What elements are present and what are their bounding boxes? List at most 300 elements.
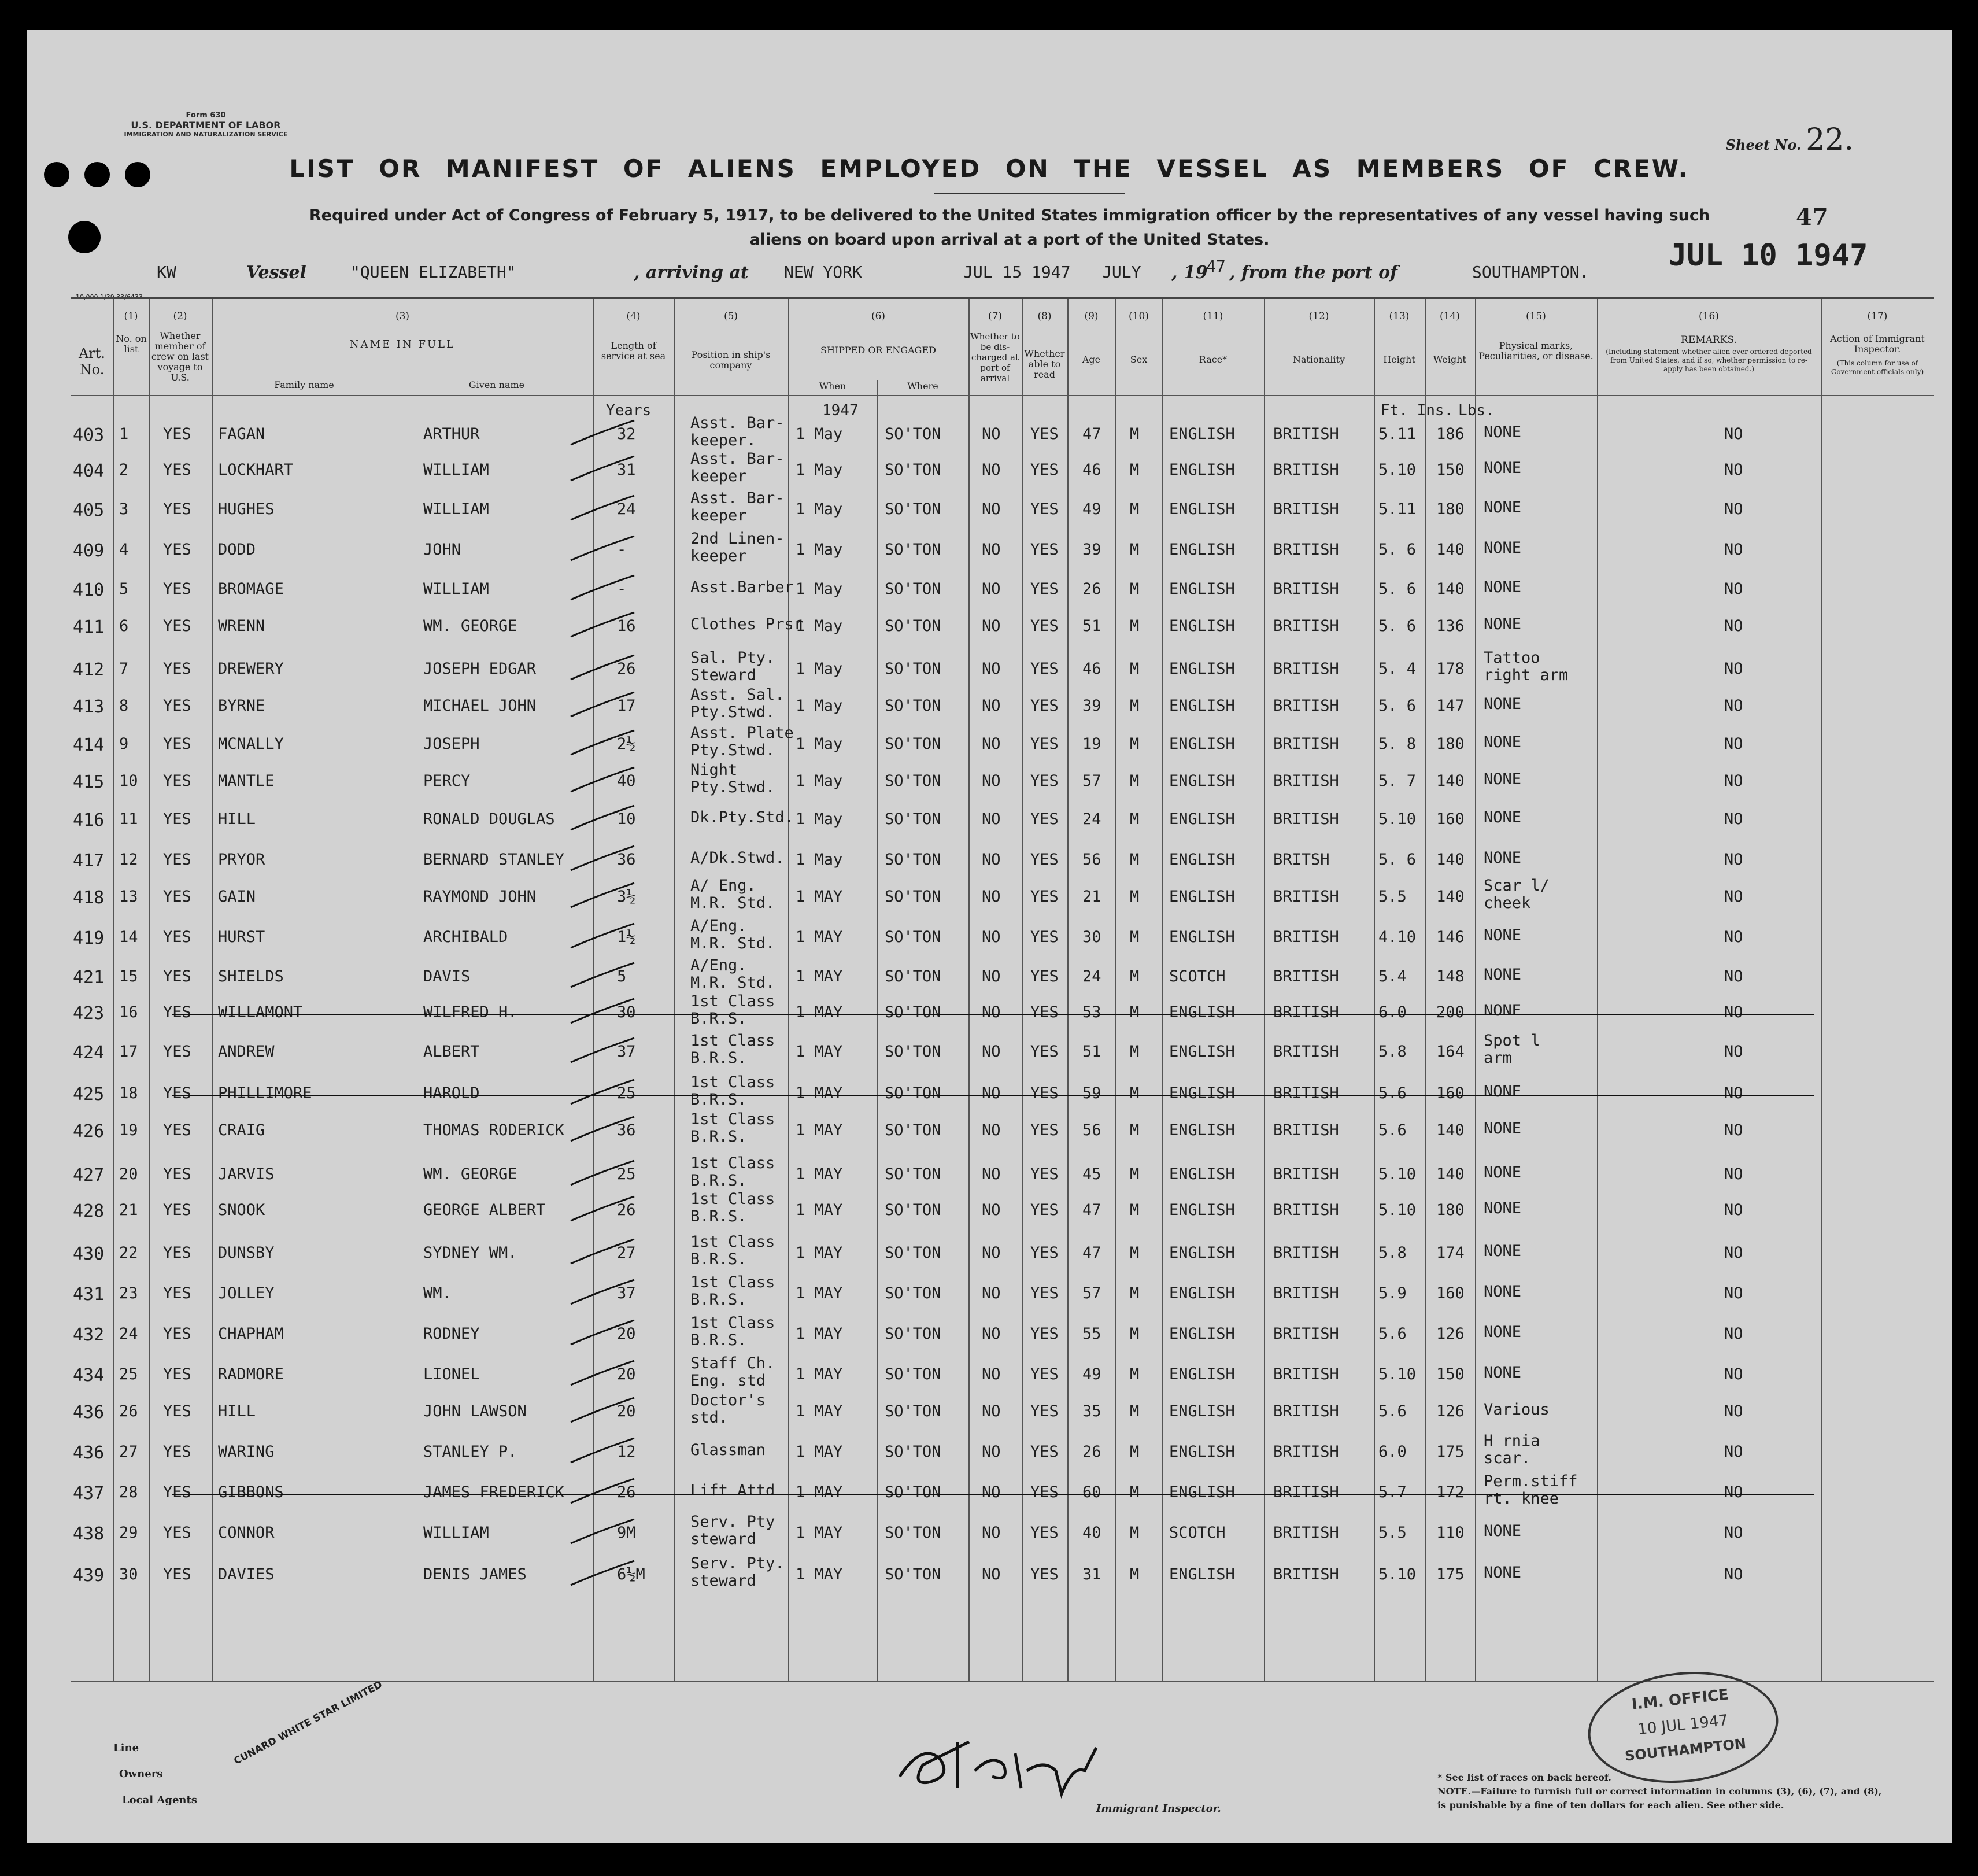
check-mark: [565, 1155, 646, 1190]
col-num-11: (11): [1203, 311, 1223, 322]
marks-line-1: Scar l/: [1484, 877, 1550, 895]
header-rule: [71, 395, 1934, 396]
member-cell: YES: [163, 541, 191, 559]
race-cell: ENGLISH: [1169, 1483, 1235, 1501]
check-stroke: [571, 999, 634, 1023]
no-cell: 7: [119, 660, 129, 678]
sex-cell: M: [1130, 1284, 1140, 1302]
member-cell: YES: [163, 888, 191, 906]
when-cell: 1 May: [796, 461, 843, 479]
action-subheader: (This column for use of Government officials only): [1831, 359, 1924, 376]
service-cell: 27: [617, 1244, 636, 1262]
nat-cell: BRITISH: [1273, 1084, 1339, 1102]
service-cell: 20: [617, 1325, 636, 1343]
family-cell: HILL: [218, 1402, 256, 1420]
physical-marks-cell: [1484, 1324, 1521, 1341]
check-stroke: [571, 1196, 634, 1221]
nat-cell: BRITISH: [1273, 1121, 1339, 1139]
position-cell: [690, 877, 775, 912]
art-cell: 428: [73, 1201, 105, 1221]
age-cell: 59: [1082, 1084, 1101, 1102]
service-cell: 26: [617, 1201, 636, 1219]
art-cell: 434: [73, 1365, 105, 1386]
no-cell: 15: [119, 967, 138, 985]
sex-cell: M: [1130, 461, 1140, 479]
wt-cell: 180: [1436, 500, 1465, 518]
remarks-cell: NO: [1724, 1443, 1743, 1461]
nat-cell: BRITISH: [1273, 697, 1339, 715]
where-cell: SO'TON: [885, 851, 941, 869]
when-cell: 1 MAY: [796, 1043, 843, 1061]
race-cell: ENGLISH: [1169, 1284, 1235, 1302]
wt-cell: 200: [1436, 1003, 1465, 1021]
where-cell: SO'TON: [885, 541, 941, 559]
ht-cell: 5. 6: [1378, 580, 1417, 598]
physical-marks-cell: [1484, 499, 1521, 516]
nat-cell: BRITISH: [1273, 735, 1339, 753]
member-cell: YES: [163, 1165, 191, 1183]
family-cell: PRYOR: [218, 851, 265, 869]
family-cell: BROMAGE: [218, 580, 284, 598]
table-row: [71, 1111, 1934, 1149]
no-cell: 5: [119, 580, 129, 598]
when-cell: 1 MAY: [796, 1325, 843, 1343]
sex-cell: M: [1130, 1043, 1140, 1061]
position-line-1: Clothes Prsr: [690, 615, 804, 633]
age-cell: 46: [1082, 461, 1101, 479]
no-cell: 21: [119, 1201, 138, 1219]
physical-marks-cell: [1484, 1564, 1521, 1582]
service-cell: 37: [617, 1043, 636, 1061]
ht-cell: 5.8: [1378, 1043, 1407, 1061]
wt-cell: 140: [1436, 772, 1465, 790]
read-header: Whether able to read: [1024, 348, 1065, 380]
wt-cell: 110: [1436, 1524, 1465, 1542]
given-cell: GEORGE ALBERT: [423, 1201, 546, 1219]
position-cell: [690, 1074, 775, 1109]
read-cell: YES: [1030, 1325, 1059, 1343]
position-line-1: Staff Ch.: [690, 1354, 775, 1372]
where-cell: SO'TON: [885, 1365, 941, 1383]
no-cell: 23: [119, 1284, 138, 1302]
shipped-header: SHIPPED OR ENGAGED: [820, 345, 936, 356]
service-cell: 17: [617, 697, 636, 715]
art-cell: 413: [73, 697, 105, 717]
age-cell: 56: [1082, 1121, 1101, 1139]
age-cell: 40: [1082, 1524, 1101, 1542]
age-cell: 57: [1082, 772, 1101, 790]
punch-hole: [84, 162, 110, 187]
art-cell: 421: [73, 967, 105, 988]
sex-cell: M: [1130, 1524, 1140, 1542]
position-line-1: 1st Class: [690, 1073, 775, 1091]
marks-line-1: NONE: [1484, 695, 1522, 713]
race-cell: ENGLISH: [1169, 660, 1235, 678]
when-cell: 1 MAY: [796, 1402, 843, 1420]
position-cell: [690, 1482, 775, 1500]
check-mark: [565, 686, 646, 721]
physical-marks-cell: [1484, 616, 1521, 633]
note-line-3: is punishable by a fine of ten dollars for each alien. See other side.: [1437, 1800, 1784, 1811]
page-title: LIST OR MANIFEST OF ALIENS EMPLOYED ON THE VESSEL AS MEMBERS OF CREW.: [289, 154, 1689, 183]
check-mark: [565, 450, 646, 485]
check-stroke: [571, 1038, 634, 1062]
family-cell: JARVIS: [218, 1165, 275, 1183]
table-row: [71, 649, 1934, 688]
position-line-1: 1st Class: [690, 1314, 775, 1332]
race-cell: ENGLISH: [1169, 580, 1235, 598]
check-mark: [565, 957, 646, 992]
check-stroke: [571, 575, 634, 600]
marks-line-1: NONE: [1484, 770, 1522, 788]
position-line-1: Night: [690, 761, 738, 779]
form-header: [108, 111, 304, 138]
art-cell: 431: [73, 1284, 105, 1305]
marks-line-1: Perm.stiff: [1484, 1472, 1578, 1490]
art-cell: 412: [73, 660, 105, 680]
check-stroke: [571, 1117, 634, 1141]
given-cell: RODNEY: [423, 1325, 480, 1343]
read-cell: YES: [1030, 617, 1059, 635]
remarks-cell: NO: [1724, 1043, 1743, 1061]
disch-cell: NO: [982, 1084, 1001, 1102]
check-mark: [565, 1074, 646, 1109]
given-cell: PERCY: [423, 772, 471, 790]
position-line-2: B.R.S.: [690, 1250, 747, 1268]
given-cell: JOHN: [423, 541, 461, 559]
note-line-1: * See list of races on back hereof.: [1437, 1772, 1611, 1783]
race-cell: ENGLISH: [1169, 735, 1235, 753]
ht-cell: 5.10: [1378, 1165, 1417, 1183]
check-stroke: [571, 1280, 634, 1304]
nat-cell: BRITISH: [1273, 1003, 1339, 1021]
col-num-10: (10): [1129, 311, 1149, 322]
read-cell: YES: [1030, 772, 1059, 790]
remarks-cell: NO: [1724, 617, 1743, 635]
position-line-1: Glassman: [690, 1441, 766, 1459]
marks-line-1: NONE: [1484, 1522, 1522, 1540]
where-cell: SO'TON: [885, 1443, 941, 1461]
marks-line-1: NONE: [1484, 1283, 1522, 1301]
physical-marks-cell: [1484, 1401, 1550, 1419]
department: U.S. DEPARTMENT OF LABOR: [131, 120, 281, 131]
member-cell: YES: [163, 1043, 191, 1061]
wt-cell: 126: [1436, 1325, 1465, 1343]
family-cell: DUNSBY: [218, 1244, 275, 1262]
sex-cell: M: [1130, 1565, 1140, 1583]
no-cell: 8: [119, 697, 129, 715]
sex-cell: M: [1130, 617, 1140, 635]
disch-cell: NO: [982, 425, 1001, 443]
position-cell: [690, 490, 785, 525]
position-line-1: 1st Class: [690, 1154, 775, 1172]
form-number: Form 630: [186, 111, 226, 120]
family-cell: LOCKHART: [218, 461, 294, 479]
given-cell: LIONEL: [423, 1365, 480, 1383]
member-cell: YES: [163, 1565, 191, 1583]
read-cell: YES: [1030, 425, 1059, 443]
where-cell: SO'TON: [885, 580, 941, 598]
marks-line-2: scar.: [1484, 1449, 1531, 1467]
no-cell: 24: [119, 1325, 138, 1343]
nat-cell: BRITISH: [1273, 541, 1339, 559]
check-stroke: [571, 1080, 634, 1104]
member-cell: YES: [163, 851, 191, 869]
check-mark: [565, 1555, 646, 1590]
sheet-value: 22.: [1806, 123, 1854, 157]
position-line-1: Serv. Pty: [690, 1513, 775, 1531]
remarks-cell: NO: [1724, 425, 1743, 443]
physical-marks-cell: [1484, 927, 1521, 944]
table-row: [71, 490, 1934, 528]
sex-cell: M: [1130, 580, 1140, 598]
position-line-2: steward: [690, 1572, 756, 1590]
nat-cell: BRITISH: [1273, 617, 1339, 635]
given-cell: WM.: [423, 1284, 452, 1302]
nat-cell: BRITISH: [1273, 1201, 1339, 1219]
position-line-2: keeper: [690, 547, 747, 565]
position-cell: [690, 616, 803, 633]
service-cell: 26: [617, 1483, 636, 1501]
nat-cell: BRITISH: [1273, 1365, 1339, 1383]
nat-cell: BRITISH: [1273, 772, 1339, 790]
when-cell: 1 MAY: [796, 1003, 843, 1021]
ht-cell: 6.0: [1378, 1003, 1407, 1021]
col-num-3: (3): [395, 311, 410, 322]
position-line-1: Doctor's: [690, 1391, 766, 1409]
where-cell: SO'TON: [885, 810, 941, 828]
position-line-1: Sal. Pty.: [690, 649, 775, 667]
remarks-cell: NO: [1724, 1244, 1743, 1262]
marks-line-1: NONE: [1484, 1564, 1522, 1582]
check-mark: [565, 993, 646, 1028]
disch-cell: NO: [982, 1244, 1001, 1262]
position-cell: [690, 1274, 775, 1309]
disch-cell: NO: [982, 660, 1001, 678]
wt-cell: 140: [1436, 580, 1465, 598]
race-cell: ENGLISH: [1169, 1003, 1235, 1021]
col-num-6: (6): [871, 311, 886, 322]
age-cell: 47: [1082, 425, 1101, 443]
position-cell: [690, 1191, 775, 1225]
sex-cell: M: [1130, 500, 1140, 518]
marks-line-1: NONE: [1484, 733, 1522, 751]
art-cell: 427: [73, 1165, 105, 1186]
remarks-cell: NO: [1724, 461, 1743, 479]
check-mark: [565, 1513, 646, 1548]
no-cell: 25: [119, 1365, 138, 1383]
check-stroke: [571, 1561, 634, 1585]
family-cell: CHAPHAM: [218, 1325, 284, 1343]
read-cell: YES: [1030, 1043, 1059, 1061]
remarks-subheader: (Including statement whether alien ever ordered deported from United States, and if so, whether permission to re-apply has been obtained.): [1606, 348, 1812, 373]
service-cell: 6½M: [617, 1565, 645, 1583]
read-cell: YES: [1030, 928, 1059, 946]
race-cell: ENGLISH: [1169, 1325, 1235, 1343]
arrival-port: NEW YORK: [784, 263, 862, 282]
age-cell: 31: [1082, 1565, 1101, 1583]
remarks-cell: NO: [1724, 660, 1743, 678]
position-cell: [690, 957, 775, 992]
age-cell: 46: [1082, 660, 1101, 678]
age-cell: 21: [1082, 888, 1101, 906]
check-stroke: [571, 963, 634, 987]
art-cell: 426: [73, 1121, 105, 1142]
member-cell: YES: [163, 1524, 191, 1542]
art-cell: 410: [73, 580, 105, 600]
marks-line-1: NONE: [1484, 423, 1522, 441]
given-cell: WILLIAM: [423, 580, 489, 598]
check-mark: [565, 1473, 646, 1508]
position-header: Position in ship's company: [691, 349, 771, 371]
position-cell: [690, 1442, 766, 1459]
year-label: , 19: [1171, 263, 1208, 283]
ht-cell: 5. 4: [1378, 660, 1417, 678]
position-line-2: keeper.: [690, 431, 756, 449]
position-cell: [690, 450, 785, 485]
sex-cell: M: [1130, 967, 1140, 985]
check-stroke: [571, 456, 634, 481]
given-cell: WILFRED H.: [423, 1003, 517, 1021]
race-cell: ENGLISH: [1169, 697, 1235, 715]
disch-cell: NO: [982, 1483, 1001, 1501]
family-cell: MCNALLY: [218, 735, 284, 753]
ht-cell: 5. 6: [1378, 617, 1417, 635]
wt-cell: 147: [1436, 697, 1465, 715]
disch-cell: NO: [982, 1402, 1001, 1420]
marks-line-2: right arm: [1484, 666, 1569, 684]
ht-cell: 5.6: [1378, 1402, 1407, 1420]
check-mark: [565, 1111, 646, 1146]
check-mark: [565, 415, 646, 449]
member-cell: YES: [163, 580, 191, 598]
nat-cell: BRITISH: [1273, 928, 1339, 946]
wt-cell: 164: [1436, 1043, 1465, 1061]
footer-agents-label: Local Agents: [122, 1794, 197, 1806]
position-line-1: Lift Attd: [690, 1482, 775, 1500]
service-cell: 36: [617, 851, 636, 869]
art-no-header: Art. No.: [78, 345, 106, 378]
check-mark: [565, 840, 646, 875]
check-stroke: [571, 924, 634, 948]
race-header: Race*: [1199, 354, 1228, 365]
position-line-1: Asst. Bar-: [690, 414, 785, 432]
check-mark: [565, 490, 646, 525]
marks-line-2: arm: [1484, 1049, 1512, 1067]
wt-cell: 140: [1436, 541, 1465, 559]
race-cell: SCOTCH: [1169, 1524, 1226, 1542]
where-cell: SO'TON: [885, 1121, 941, 1139]
ht-cell: 4.10: [1378, 928, 1417, 946]
nat-cell: BRITISH: [1273, 500, 1339, 518]
check-mark: [565, 918, 646, 952]
read-cell: YES: [1030, 660, 1059, 678]
nat-cell: BRITSH: [1273, 851, 1330, 869]
wt-cell: 126: [1436, 1402, 1465, 1420]
read-cell: YES: [1030, 1443, 1059, 1461]
sex-cell: M: [1130, 1165, 1140, 1183]
check-stroke: [571, 806, 634, 830]
disch-cell: NO: [982, 772, 1001, 790]
service-cell: -: [617, 541, 627, 559]
marks-line-1: NONE: [1484, 1083, 1522, 1101]
member-cell: YES: [163, 660, 191, 678]
sex-cell: M: [1130, 1402, 1140, 1420]
ht-cell: 5.9: [1378, 1284, 1407, 1302]
sex-cell: M: [1130, 1003, 1140, 1021]
art-cell: 425: [73, 1084, 105, 1105]
family-cell: MANTLE: [218, 772, 275, 790]
ht-cell: 5.8: [1378, 1244, 1407, 1262]
nat-cell: BRITISH: [1273, 461, 1339, 479]
family-cell: DAVIES: [218, 1565, 275, 1583]
when-cell: 1 May: [796, 660, 843, 678]
ht-cell: 5.6: [1378, 1325, 1407, 1343]
age-cell: 24: [1082, 967, 1101, 985]
check-stroke: [571, 692, 634, 717]
check-stroke: [571, 1438, 634, 1463]
table-row: [71, 1074, 1934, 1112]
family-cell: BYRNE: [218, 697, 265, 715]
where-cell: SO'TON: [885, 928, 941, 946]
sex-cell: M: [1130, 660, 1140, 678]
race-cell: ENGLISH: [1169, 1165, 1235, 1183]
table-row: [71, 957, 1934, 995]
arriving-label: , arriving at: [634, 263, 749, 283]
given-cell: SYDNEY WM.: [423, 1244, 517, 1262]
marks-line-1: NONE: [1484, 1120, 1522, 1138]
age-cell: 57: [1082, 1284, 1101, 1302]
no-cell: 17: [119, 1043, 138, 1061]
strike-through-line: [172, 1095, 1814, 1096]
given-cell: HAROLD: [423, 1084, 480, 1102]
col-num-8: (8): [1037, 311, 1052, 322]
when-cell: 1 MAY: [796, 928, 843, 946]
received-stamp: JUL 10 1947: [1669, 238, 1868, 273]
wt-cell: 150: [1436, 1365, 1465, 1383]
read-cell: YES: [1030, 500, 1059, 518]
disch-cell: NO: [982, 580, 1001, 598]
position-line-2: Steward: [690, 666, 756, 684]
family-cell: HURST: [218, 928, 265, 946]
no-cell: 19: [119, 1121, 138, 1139]
member-cell: YES: [163, 928, 191, 946]
wt-cell: 178: [1436, 660, 1465, 678]
action-header: Action of Immigrant Inspector.: [1830, 333, 1925, 354]
disch-cell: NO: [982, 461, 1001, 479]
check-stroke: [571, 536, 634, 560]
no-cell: 9: [119, 735, 129, 753]
given-cell: STANLEY P.: [423, 1443, 517, 1461]
physical-marks-cell: [1484, 1283, 1521, 1301]
read-cell: YES: [1030, 1483, 1059, 1501]
wt-cell: 160: [1436, 810, 1465, 828]
where-cell: SO'TON: [885, 1565, 941, 1583]
sex-cell: M: [1130, 1443, 1140, 1461]
when-cell: 1 May: [796, 617, 843, 635]
ht-cell: 5. 6: [1378, 697, 1417, 715]
given-cell: JOHN LAWSON: [423, 1402, 527, 1420]
no-cell: 11: [119, 810, 138, 828]
family-cell: SNOOK: [218, 1201, 265, 1219]
position-line-2: steward: [690, 1530, 756, 1548]
when-cell: 1 May: [796, 425, 843, 443]
marks-line-1: NONE: [1484, 615, 1522, 633]
family-cell: DREWERY: [218, 660, 284, 678]
marks-line-1: NONE: [1484, 926, 1522, 944]
table-row: [71, 725, 1934, 763]
service-cell: 25: [617, 1165, 636, 1183]
